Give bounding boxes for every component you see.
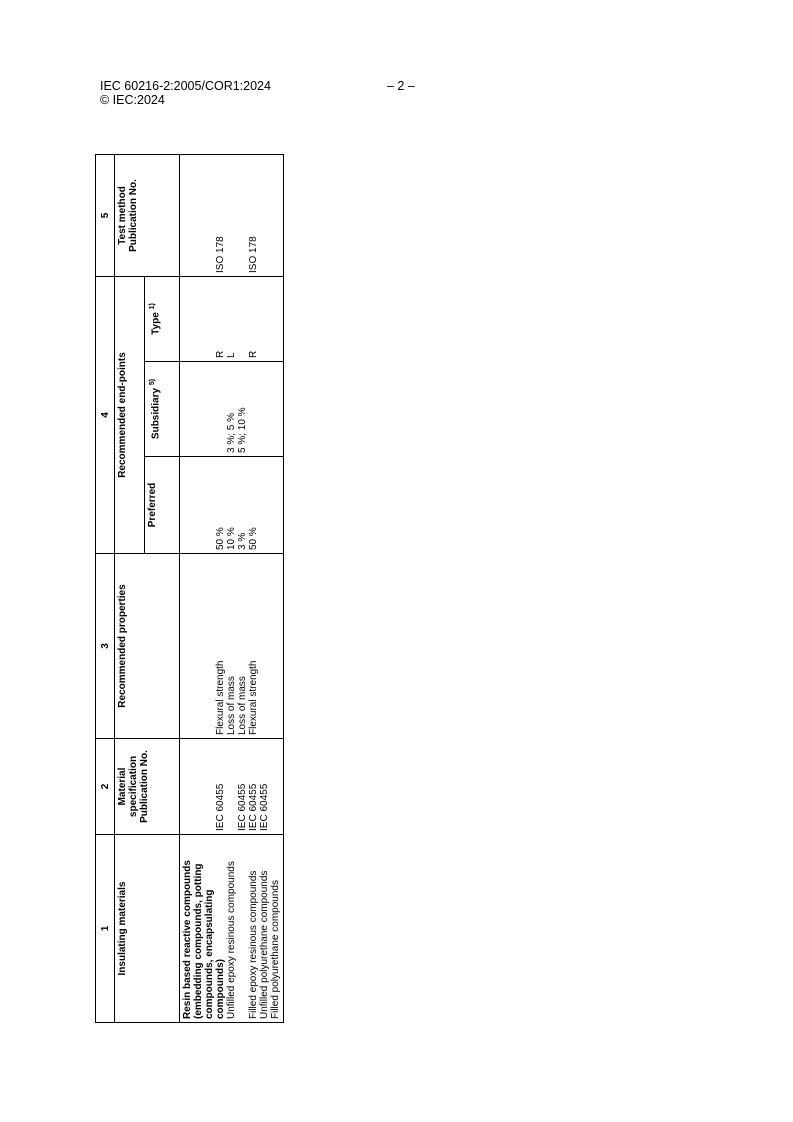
property-line: Flexural strength [248,660,259,735]
method-line: ISO 178 [248,236,259,273]
header-row-1 [115,155,145,1023]
header-recommended-end-points: Recommended end-points [115,277,145,554]
page-number: – 2 – [387,79,415,93]
preferred-cell [180,457,284,554]
document-header [100,79,271,107]
spec-line: IEC 60455 [259,783,270,831]
material-line: Unfilled polyurethane compounds [259,870,270,1019]
material-line: Filled polyurethane compounds [270,880,281,1019]
header-test-method: Test method Publication No. [115,155,180,277]
insulating-materials-table [95,154,284,1023]
header-type: Type $^{1)}$ [145,277,180,362]
header-material-spec: Material specification Publication No. [115,739,180,835]
type-line: R [215,350,226,358]
material-line: Filled epoxy resinous compounds [248,870,259,1019]
material-line: Unfilled epoxy resinous compounds [226,861,237,1019]
type-cell [180,277,284,362]
type-line: L [226,352,237,358]
header-recommended-properties: Recommended properties [115,554,180,739]
col-number-5: 5 [96,155,115,277]
column-number-row [96,155,115,1023]
preferred-line: 10 % [226,527,237,550]
preferred-line: 3 % [237,532,248,550]
method-cell [180,155,284,277]
group-title: Resin based reactive compounds (embedding compounds, potting compounds, encapsulating compounds) [182,860,226,1019]
property-line: Flexural strength [215,660,226,735]
preferred-line: 50 % [215,527,226,550]
method-line: ISO 178 [215,236,226,273]
spec-line: IEC 60455 [237,783,248,831]
subsidiary-line: 3 %; 5 % [226,412,237,453]
header-subsidiary: Subsidiary $^{5)}$ [145,362,180,457]
preferred-line: 50 % [248,527,259,550]
col-number-4: 4 [96,277,115,554]
materials-cell [180,835,284,1023]
property-line: Loss of mass [237,676,248,735]
footnote-marker: 1) [149,303,156,310]
spec-cell [180,739,284,835]
footnote-marker: 5) [149,378,156,386]
copyright: © IEC:2024 [100,93,165,107]
spec-line: IEC 60455 [248,783,259,831]
document-id: IEC 60216-2:2005/COR1:2024 [100,79,271,93]
rotated-table-container [95,155,281,1023]
col-number-3: 3 [96,554,115,739]
property-cell [180,554,284,739]
property-line: Loss of mass [226,676,237,735]
subsidiary-line: 5 %; 10 % [237,407,248,453]
type-line: R [248,350,259,358]
col-number-1: 1 [96,835,115,1023]
spec-line: IEC 60455 [215,783,226,831]
header-preferred: Preferred [145,457,180,554]
table-body-row [180,155,284,1023]
header-insulating-materials: Insulating materials [115,835,180,1023]
subsidiary-cell [180,362,284,457]
col-number-2: 2 [96,739,115,835]
